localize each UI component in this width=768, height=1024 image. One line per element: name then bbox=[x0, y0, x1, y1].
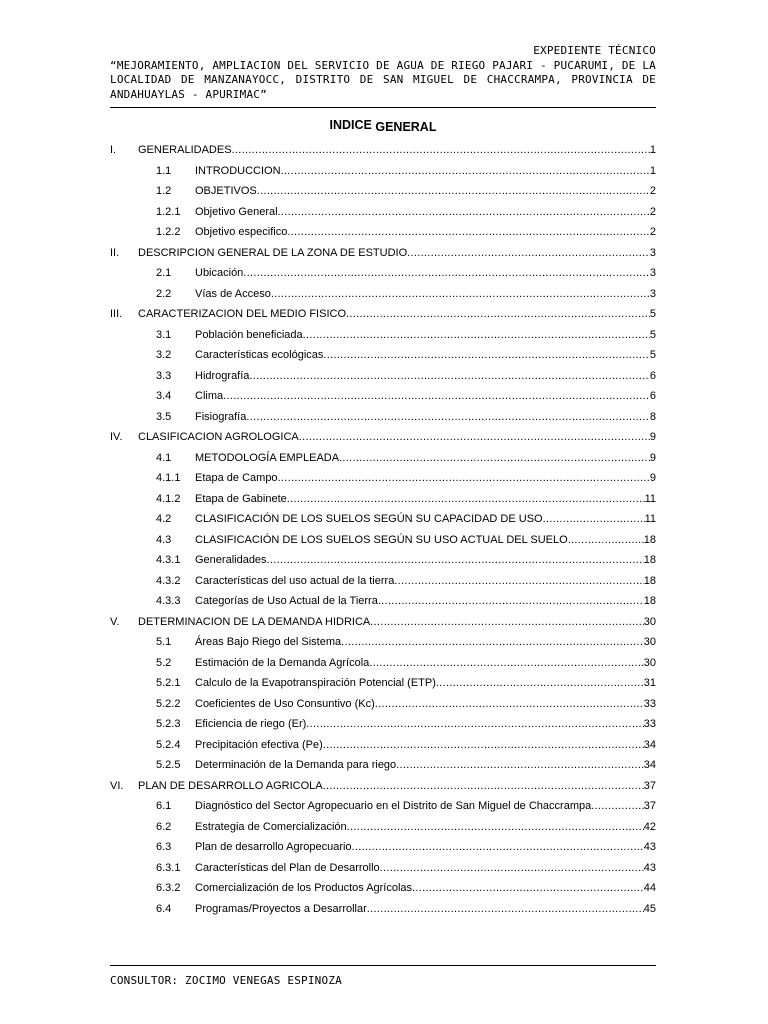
toc-dot-leader bbox=[323, 349, 649, 361]
toc-entry[interactable] bbox=[110, 797, 656, 818]
toc-entry[interactable] bbox=[110, 838, 656, 859]
toc-entry-page: 37 bbox=[643, 779, 656, 792]
toc-entry-label: CLASIFICACIÓN DE LOS SUELOS SEGÚN SU USO ACTUAL DEL SUELO bbox=[195, 533, 568, 546]
toc-dot-leader bbox=[347, 821, 644, 833]
toc-entry-number: VI. bbox=[110, 779, 124, 792]
toc-dot-leader bbox=[352, 841, 644, 853]
toc-entry-page: 9 bbox=[649, 472, 656, 484]
toc-entry[interactable] bbox=[110, 162, 656, 183]
toc-entry-label: Categorías de Uso Actual de la Tierra bbox=[195, 595, 378, 607]
toc-entry-body bbox=[195, 411, 656, 423]
toc-entry-body bbox=[195, 882, 656, 894]
index-title bbox=[110, 118, 656, 132]
toc-entry-body bbox=[195, 903, 656, 915]
toc-entry-number: 4.3.1 bbox=[156, 554, 181, 566]
toc-entry-page: 11 bbox=[644, 492, 656, 505]
toc-entry[interactable] bbox=[110, 756, 656, 777]
toc-entry-number: 3.2 bbox=[156, 349, 172, 361]
toc-entry-number: 4.1.1 bbox=[156, 472, 181, 484]
toc-entry-page: 6 bbox=[649, 369, 656, 382]
toc-entry-body bbox=[195, 636, 656, 648]
toc-entry-number: 4.3 bbox=[156, 533, 172, 546]
toc-dot-leader bbox=[375, 698, 644, 710]
toc-entry-page: 43 bbox=[643, 841, 656, 853]
toc-entry[interactable] bbox=[110, 264, 656, 285]
toc-dot-leader bbox=[543, 513, 645, 525]
toc-entry[interactable] bbox=[110, 592, 656, 613]
toc-entry-number: 4.1 bbox=[156, 451, 172, 464]
toc-entry[interactable] bbox=[110, 654, 656, 675]
toc-dot-leader bbox=[367, 903, 644, 915]
toc-entry[interactable] bbox=[110, 859, 656, 880]
toc-entry-body bbox=[195, 493, 656, 505]
toc-entry-body bbox=[195, 575, 656, 587]
toc-entry-body bbox=[195, 288, 656, 300]
toc-entry-number: 2.2 bbox=[156, 287, 172, 300]
toc-entry-label: METODOLOGÍA EMPLEADA bbox=[195, 451, 340, 464]
toc-dot-leader bbox=[396, 759, 644, 771]
toc-entry-body bbox=[195, 657, 656, 669]
toc-entry-label: Estimación de la Demanda Agrícola bbox=[195, 656, 370, 669]
page-header bbox=[110, 44, 656, 102]
toc-entry-number: 3.5 bbox=[156, 410, 172, 423]
toc-entry-label: Características del uso actual de la tierra bbox=[195, 574, 395, 587]
index-title-word-2: GENERAL bbox=[375, 120, 437, 134]
toc-dot-leader bbox=[341, 636, 644, 648]
toc-entry-page: 18 bbox=[643, 533, 656, 546]
toc-entry-label: PLAN DE DESARROLLO AGRICOLA bbox=[138, 779, 323, 792]
toc-entry-number: IV. bbox=[110, 431, 123, 443]
table-of-contents bbox=[110, 141, 656, 920]
toc-entry-label: Plan de desarrollo Agropecuario bbox=[195, 841, 352, 853]
toc-entry-number: 4.3.3 bbox=[156, 595, 181, 607]
toc-entry-label: Programas/Proyectos a Desarrollar bbox=[195, 902, 367, 915]
toc-entry-number: 5.1 bbox=[156, 636, 172, 648]
toc-dot-leader bbox=[306, 718, 643, 730]
toc-dot-leader bbox=[281, 165, 650, 177]
toc-entry-body bbox=[195, 513, 656, 525]
toc-entry[interactable] bbox=[110, 818, 656, 839]
toc-entry-body bbox=[195, 800, 656, 812]
toc-entry-page: 30 bbox=[643, 615, 656, 628]
toc-entry[interactable] bbox=[110, 408, 656, 429]
toc-entry-body bbox=[195, 226, 656, 238]
toc-entry-page: 30 bbox=[643, 636, 656, 648]
toc-entry-page: 1 bbox=[649, 164, 656, 177]
toc-entry-label: Hidrografía bbox=[195, 369, 250, 382]
toc-entry-label: CLASIFICACIÓN DE LOS SUELOS SEGÚN SU CAPACIDAD DE USO bbox=[195, 513, 543, 525]
toc-entry-label: DETERMINACION DE LA DEMANDA HIDRICA bbox=[138, 615, 371, 628]
toc-entry-number: I. bbox=[110, 144, 117, 156]
toc-entry[interactable] bbox=[110, 428, 656, 449]
toc-entry-page: 18 bbox=[643, 554, 656, 566]
toc-entry-page: 6 bbox=[649, 390, 656, 402]
toc-entry-page: 45 bbox=[643, 902, 656, 915]
toc-entry-body bbox=[195, 821, 656, 833]
toc-entry[interactable] bbox=[110, 285, 656, 306]
toc-entry-number: 6.1 bbox=[156, 800, 172, 812]
toc-entry[interactable] bbox=[110, 490, 656, 511]
toc-dot-leader bbox=[323, 780, 644, 792]
toc-entry-body bbox=[195, 739, 656, 751]
toc-dot-leader bbox=[407, 247, 650, 259]
toc-entry[interactable] bbox=[110, 551, 656, 572]
toc-entry-body bbox=[195, 267, 656, 279]
toc-entry-body bbox=[195, 390, 656, 402]
toc-entry-body bbox=[195, 370, 656, 382]
toc-entry-label: DESCRIPCION GENERAL DE LA ZONA DE ESTUDIO bbox=[138, 246, 408, 259]
toc-dot-leader bbox=[394, 575, 643, 587]
toc-entry-number: 1.2.1 bbox=[156, 205, 181, 218]
toc-entry[interactable] bbox=[110, 633, 656, 654]
toc-entry-page: 3 bbox=[649, 287, 656, 300]
toc-dot-leader bbox=[436, 677, 644, 689]
toc-entry[interactable] bbox=[110, 613, 656, 634]
toc-entry[interactable] bbox=[110, 879, 656, 900]
toc-entry-number: 5.2.2 bbox=[156, 697, 181, 710]
toc-entry-page: 3 bbox=[649, 267, 656, 279]
toc-entry-number: V. bbox=[110, 615, 120, 628]
toc-entry-page: 42 bbox=[643, 820, 656, 833]
toc-dot-leader bbox=[591, 800, 644, 812]
toc-entry-label: CARACTERIZACION DEL MEDIO FISICO bbox=[138, 308, 347, 320]
toc-entry-body bbox=[195, 759, 656, 771]
toc-entry[interactable] bbox=[110, 695, 656, 716]
toc-dot-leader bbox=[323, 739, 644, 751]
toc-entry-page: 9 bbox=[649, 431, 656, 443]
toc-entry-number: 6.3.1 bbox=[156, 861, 181, 874]
toc-dot-leader bbox=[249, 370, 649, 382]
toc-entry-label: CLASIFICACION AGROLOGICA bbox=[138, 431, 299, 443]
toc-entry[interactable] bbox=[110, 182, 656, 203]
toc-entry-number: 6.3.2 bbox=[156, 882, 181, 894]
toc-dot-leader bbox=[246, 411, 650, 423]
toc-entry-number: 3.4 bbox=[156, 390, 172, 402]
toc-entry-page: 33 bbox=[643, 697, 656, 710]
toc-entry-body bbox=[195, 534, 656, 546]
toc-entry-label: Calculo de la Evapotranspiración Potencial (ETP) bbox=[195, 677, 436, 689]
toc-entry-page: 3 bbox=[649, 246, 656, 259]
toc-entry-body bbox=[138, 247, 656, 259]
toc-entry[interactable] bbox=[110, 305, 656, 326]
toc-dot-leader bbox=[412, 882, 644, 894]
toc-entry-number: 2.1 bbox=[156, 267, 172, 279]
toc-entry-label: INTRODUCCION bbox=[195, 164, 281, 177]
toc-entry-body bbox=[195, 185, 656, 197]
toc-entry-label: Objetivo especifico bbox=[195, 226, 288, 238]
toc-entry[interactable] bbox=[110, 510, 656, 531]
toc-entry-body bbox=[195, 472, 656, 484]
toc-entry-label: Eficiencia de riego (Er) bbox=[195, 718, 307, 730]
toc-dot-leader bbox=[370, 616, 643, 628]
toc-entry[interactable] bbox=[110, 141, 656, 162]
footer-divider bbox=[110, 965, 656, 966]
toc-entry-number: III. bbox=[110, 308, 123, 320]
toc-dot-leader bbox=[223, 390, 650, 402]
toc-entry[interactable] bbox=[110, 326, 656, 347]
toc-dot-leader bbox=[278, 472, 650, 484]
toc-dot-leader bbox=[299, 431, 650, 443]
toc-entry[interactable] bbox=[110, 387, 656, 408]
toc-entry-body bbox=[195, 165, 656, 177]
toc-entry[interactable] bbox=[110, 531, 656, 552]
toc-dot-leader bbox=[568, 534, 644, 546]
toc-dot-leader bbox=[380, 862, 644, 874]
toc-entry-number: 3.3 bbox=[156, 369, 172, 382]
toc-entry-page: 44 bbox=[643, 882, 656, 894]
expediente-label: EXPEDIENTE TÉCNICO bbox=[533, 44, 656, 57]
toc-entry-label: Generalidades bbox=[195, 554, 267, 566]
toc-entry-number: 1.2.2 bbox=[156, 226, 181, 238]
toc-entry-page: 1 bbox=[649, 144, 656, 156]
toc-entry-page: 5 bbox=[649, 349, 656, 361]
toc-dot-leader bbox=[278, 206, 650, 218]
toc-entry-number: 6.3 bbox=[156, 841, 172, 853]
toc-dot-leader bbox=[257, 185, 650, 197]
toc-entry-number: 4.3.2 bbox=[156, 574, 181, 587]
toc-entry-page: 2 bbox=[649, 185, 656, 197]
toc-entry-body bbox=[195, 862, 656, 874]
toc-entry-page: 11 bbox=[644, 513, 656, 525]
toc-dot-leader bbox=[232, 144, 650, 156]
toc-dot-leader bbox=[339, 452, 650, 464]
toc-entry-label: Objetivo General bbox=[195, 205, 278, 218]
toc-entry[interactable] bbox=[110, 736, 656, 757]
toc-entry-number: 5.2.5 bbox=[156, 759, 181, 771]
toc-dot-leader bbox=[378, 595, 644, 607]
toc-entry-body bbox=[195, 554, 656, 566]
toc-entry-label: Etapa de Gabinete bbox=[195, 492, 287, 505]
toc-entry[interactable] bbox=[110, 223, 656, 244]
toc-entry-page: 2 bbox=[649, 226, 656, 238]
toc-entry-label: Comercialización de los Productos Agrícolas bbox=[195, 882, 413, 894]
toc-entry-body bbox=[195, 452, 656, 464]
toc-entry-body bbox=[195, 349, 656, 361]
toc-entry-label: Clima bbox=[195, 390, 224, 402]
toc-entry-label: Precipitación efectiva (Pe) bbox=[195, 738, 323, 751]
toc-entry-page: 8 bbox=[649, 410, 656, 423]
toc-entry-label: Estrategia de Comercialización bbox=[195, 820, 347, 833]
toc-entry-page: 34 bbox=[643, 759, 656, 771]
toc-entry-body bbox=[138, 308, 656, 320]
toc-entry-page: 33 bbox=[643, 718, 656, 730]
toc-entry-page: 5 bbox=[649, 308, 656, 320]
toc-entry-body bbox=[195, 677, 656, 689]
toc-entry-number: 5.2 bbox=[156, 656, 172, 669]
toc-entry-page: 18 bbox=[643, 595, 656, 607]
toc-entry[interactable] bbox=[110, 469, 656, 490]
toc-entry-page: 34 bbox=[643, 738, 656, 751]
toc-entry-number: 1.2 bbox=[156, 185, 172, 197]
toc-entry-label: Características del Plan de Desarrollo bbox=[195, 861, 380, 874]
toc-entry-label: Diagnóstico del Sector Agropecuario en el Distrito de San Miguel de Chaccrampa bbox=[195, 800, 592, 812]
toc-entry-label: OBJETIVOS bbox=[195, 185, 257, 197]
toc-entry-label: Determinación de la Demanda para riego bbox=[195, 759, 397, 771]
toc-entry-body bbox=[195, 595, 656, 607]
toc-entry-label: Etapa de Campo bbox=[195, 472, 278, 484]
toc-entry-page: 2 bbox=[649, 205, 656, 218]
toc-dot-leader bbox=[346, 308, 650, 320]
toc-entry-number: 5.2.1 bbox=[156, 677, 181, 689]
toc-entry-body bbox=[195, 206, 656, 218]
toc-entry-label: Ubicación bbox=[195, 267, 244, 279]
toc-entry-number: 1.1 bbox=[156, 164, 172, 177]
toc-entry[interactable] bbox=[110, 900, 656, 921]
toc-entry-body bbox=[195, 841, 656, 853]
toc-entry-page: 30 bbox=[643, 656, 656, 669]
toc-entry-page: 31 bbox=[643, 677, 656, 689]
toc-entry-number: 5.2.3 bbox=[156, 718, 181, 730]
toc-entry-label: Fisiografía bbox=[195, 410, 247, 423]
toc-entry-label: Características ecológicas bbox=[195, 349, 324, 361]
toc-dot-leader bbox=[303, 329, 650, 341]
toc-entry[interactable] bbox=[110, 715, 656, 736]
toc-entry-body bbox=[138, 431, 656, 443]
toc-entry-number: 5.2.4 bbox=[156, 738, 181, 751]
toc-entry-body bbox=[195, 329, 656, 341]
toc-entry-page: 18 bbox=[643, 574, 656, 587]
toc-entry-page: 37 bbox=[643, 800, 656, 812]
toc-dot-leader bbox=[287, 493, 645, 505]
toc-entry-number: 6.2 bbox=[156, 820, 172, 833]
toc-dot-leader bbox=[271, 288, 650, 300]
toc-entry[interactable] bbox=[110, 367, 656, 388]
toc-entry-label: Vías de Acceso bbox=[195, 287, 271, 300]
toc-entry-page: 5 bbox=[649, 328, 656, 341]
toc-entry-label: Población beneficiada bbox=[195, 328, 303, 341]
toc-entry-label: Áreas Bajo Riego del Sistema bbox=[195, 636, 342, 648]
toc-dot-leader bbox=[243, 267, 650, 279]
toc-entry[interactable] bbox=[110, 346, 656, 367]
toc-dot-leader bbox=[369, 657, 643, 669]
toc-entry-page: 43 bbox=[643, 861, 656, 874]
header-divider bbox=[110, 107, 656, 108]
toc-entry-body bbox=[138, 144, 656, 156]
toc-dot-leader bbox=[287, 226, 650, 238]
toc-entry[interactable] bbox=[110, 674, 656, 695]
toc-entry-page: 9 bbox=[649, 451, 656, 464]
toc-entry-number: 4.1.2 bbox=[156, 492, 181, 505]
toc-entry-number: II. bbox=[110, 246, 120, 259]
index-title-word-1: INDICE bbox=[329, 118, 372, 132]
toc-entry-label: Coeficientes de Uso Consuntivo (Kc) bbox=[195, 697, 375, 710]
toc-entry-body bbox=[138, 780, 656, 792]
toc-entry-number: 4.2 bbox=[156, 513, 172, 525]
toc-entry[interactable] bbox=[110, 203, 656, 224]
toc-entry[interactable] bbox=[110, 449, 656, 470]
toc-entry-body bbox=[138, 616, 656, 628]
toc-entry[interactable] bbox=[110, 572, 656, 593]
toc-entry-number: 3.1 bbox=[156, 328, 172, 341]
consultant-footer: CONSULTOR: ZOCIMO VENEGAS ESPINOZA bbox=[110, 974, 342, 987]
toc-entry[interactable] bbox=[110, 244, 656, 265]
toc-entry-body bbox=[195, 698, 656, 710]
toc-entry-label: GENERALIDADES bbox=[138, 144, 232, 156]
project-title: “MEJORAMIENTO, AMPLIACION DEL SERVICIO DE AGUA DE RIEGO PAJARI - PUCARUMI, DE LA LOCALIDAD DE MANZANAYOCC, DISTRITO DE SAN MIGUEL DE CHACCRAMPA, PROVINCIA DE ANDAHUAYLAS - APURIMAC” bbox=[110, 58, 656, 101]
toc-entry-body bbox=[195, 718, 656, 730]
toc-entry[interactable] bbox=[110, 777, 656, 798]
toc-entry-number: 6.4 bbox=[156, 902, 172, 915]
toc-dot-leader bbox=[267, 554, 644, 566]
